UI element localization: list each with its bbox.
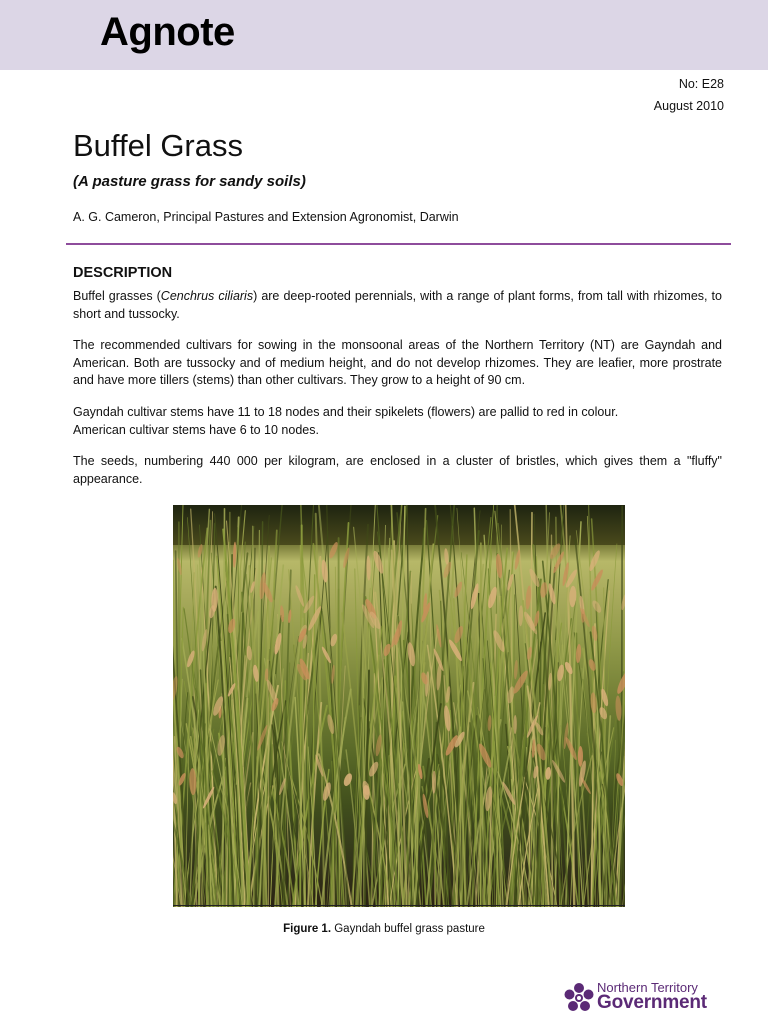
document-title: Buffel Grass xyxy=(73,128,244,163)
buffel-grass-photo xyxy=(173,505,625,907)
flower-emblem-icon xyxy=(563,982,595,1014)
paragraph-gayndah: Gayndah cultivar stems have 11 to 18 nodes and their spikelets (flowers) are pallid to red in colour. xyxy=(73,404,619,419)
paragraph-seeds: The seeds, numbering 440 000 per kilogram, are enclosed in a cluster of bristles, which gives them a "fluffy" appearance. xyxy=(73,454,722,486)
figure-caption xyxy=(0,923,768,935)
section-divider xyxy=(66,243,731,245)
figure-caption-text: Gayndah buffel grass pasture xyxy=(331,923,485,935)
paragraph-cultivars: The recommended cultivars for sowing in the monsoonal areas of the Northern Territory (NT) are Gayndah and American. Both are tussocky and of medium height, and do not develop rhizomes. They are leafier, more prostrate and have more tillers (stems) than other cultivars. They grow to a height of 90 cm. xyxy=(73,338,722,388)
document-subtitle: (A pasture grass for sandy soils) xyxy=(73,173,306,190)
paragraph-intro-end: ) are deep-rooted perennials, with a range of plant forms, from tall with rhizomes, to short and tussocky. xyxy=(73,289,722,321)
description-body xyxy=(73,288,722,502)
species-name: Cenchrus ciliaris xyxy=(160,289,254,303)
nt-logo-line1: Northern Territory xyxy=(597,980,698,995)
paragraph-american: American cultivar stems have 6 to 10 nodes. xyxy=(73,422,319,437)
paragraph-intro xyxy=(73,288,722,323)
brand-title: Agnote xyxy=(100,10,235,54)
nt-logo-line2: Government xyxy=(597,992,707,1013)
author-line: A. G. Cameron, Principal Pastures and Extension Agronomist, Darwin xyxy=(73,210,459,224)
figure-label: Figure 1. xyxy=(283,923,332,935)
agnote-number: No: E28 xyxy=(678,77,724,91)
grass-illustration xyxy=(173,505,625,907)
publication-date: August 2010 xyxy=(653,99,724,113)
section-heading-description: DESCRIPTION xyxy=(73,265,173,281)
nt-government-logo xyxy=(563,980,723,1016)
photo-bottom-border xyxy=(173,905,625,906)
header-band xyxy=(0,0,768,70)
paragraph-intro-start: Buffel grasses ( xyxy=(73,289,161,303)
